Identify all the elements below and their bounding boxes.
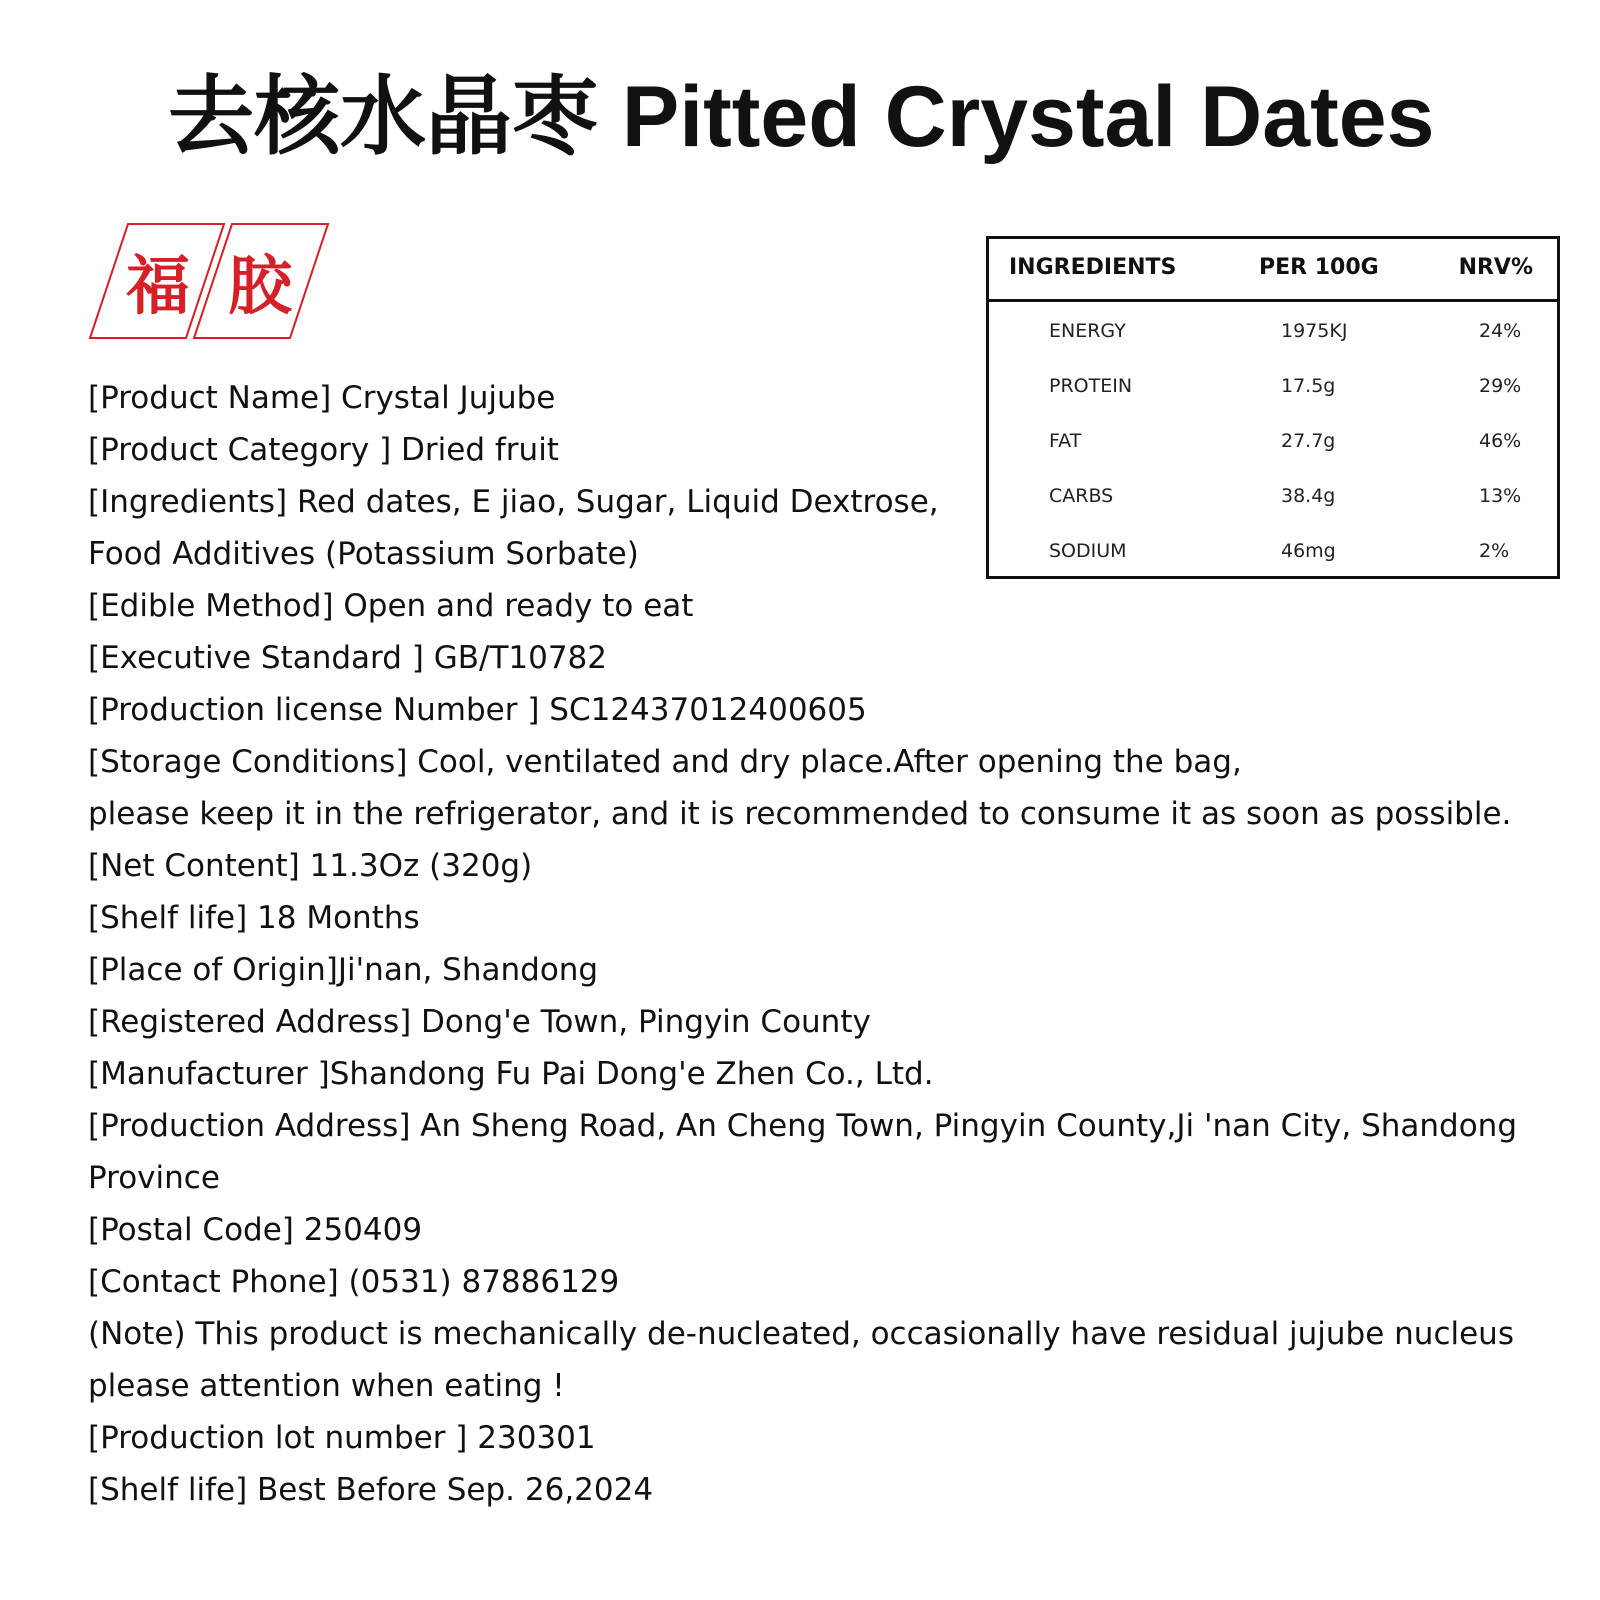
info-line: [Production lot number ] 230301	[88, 1420, 596, 1456]
info-line: [Storage Conditions] Cool, ventilated and dry place.After opening the bag,	[88, 744, 1242, 780]
info-line: [Net Content] 11.3Oz (320g)	[88, 848, 533, 884]
info-line: [Production license Number ] SC12437012400605	[88, 692, 867, 728]
nutrient-nrv: 13%	[1479, 485, 1522, 507]
nutrient-per100g: 46mg	[1281, 540, 1336, 562]
info-line: [Ingredients] Red dates, E jiao, Sugar, Liquid Dextrose,	[88, 484, 939, 520]
nutrient-nrv: 24%	[1479, 320, 1522, 342]
info-line: [Shelf life] 18 Months	[88, 900, 420, 936]
info-line: please keep it in the refrigerator, and it is recommended to consume it as soon as possible.	[88, 796, 1512, 832]
info-line: [Product Name] Crystal Jujube	[88, 380, 556, 416]
info-line: Province	[88, 1160, 220, 1196]
info-line: [Product Category ] Dried fruit	[88, 432, 559, 468]
nutrient-name: CARBS	[1049, 485, 1114, 507]
logo-char-jiao: 胶	[228, 249, 292, 324]
header-nrv: NRV%	[1458, 255, 1533, 280]
info-line: [Edible Method] Open and ready to eat	[88, 588, 694, 624]
page-title: 去核水晶枣 Pitted Crystal Dates	[168, 69, 1435, 165]
info-line: [Shelf life] Best Before Sep. 26,2024	[88, 1472, 654, 1508]
nutrient-nrv: 46%	[1479, 430, 1522, 452]
nutrient-per100g: 1975KJ	[1281, 320, 1348, 342]
nutrient-nrv: 29%	[1479, 375, 1522, 397]
header-ingredients: INGREDIENTS	[1009, 255, 1177, 280]
product-info	[88, 372, 1538, 1516]
info-line: please attention when eating !	[88, 1368, 565, 1404]
header-per-100g: PER 100G	[1259, 255, 1379, 280]
info-line: (Note) This product is mechanically de-nucleated, occasionally have residual jujube nucleus	[88, 1316, 1514, 1352]
nutrient-per100g: 27.7g	[1281, 430, 1336, 452]
logo-char-fu: 福	[126, 249, 190, 324]
info-line: [Production Address] An Sheng Road, An Cheng Town, Pingyin County,Ji 'nan City, Shandong	[88, 1108, 1518, 1144]
info-line: [Registered Address] Dong'e Town, Pingyin County	[88, 1004, 871, 1040]
nutrient-per100g: 38.4g	[1281, 485, 1336, 507]
brand-logo	[88, 222, 338, 340]
info-line: [Manufacturer ]Shandong Fu Pai Dong'e Zhen Co., Ltd.	[88, 1056, 934, 1092]
table-row	[989, 302, 1557, 357]
info-line: [Executive Standard ] GB/T10782	[88, 640, 607, 676]
nutrient-name: SODIUM	[1049, 540, 1127, 562]
info-line: [Place of Origin]Ji'nan, Shandong	[88, 952, 599, 988]
nutrient-name: ENERGY	[1049, 320, 1126, 342]
nutrient-per100g: 17.5g	[1281, 375, 1336, 397]
nutrient-name: PROTEIN	[1049, 375, 1133, 397]
info-line: [Contact Phone] (0531) 87886129	[88, 1264, 620, 1300]
nutrition-header-row	[989, 239, 1557, 302]
info-line: [Postal Code] 250409	[88, 1212, 423, 1248]
nutrient-nrv: 2%	[1479, 540, 1510, 562]
nutrient-name: FAT	[1049, 430, 1082, 452]
info-line: Food Additives (Potassium Sorbate)	[88, 536, 639, 572]
